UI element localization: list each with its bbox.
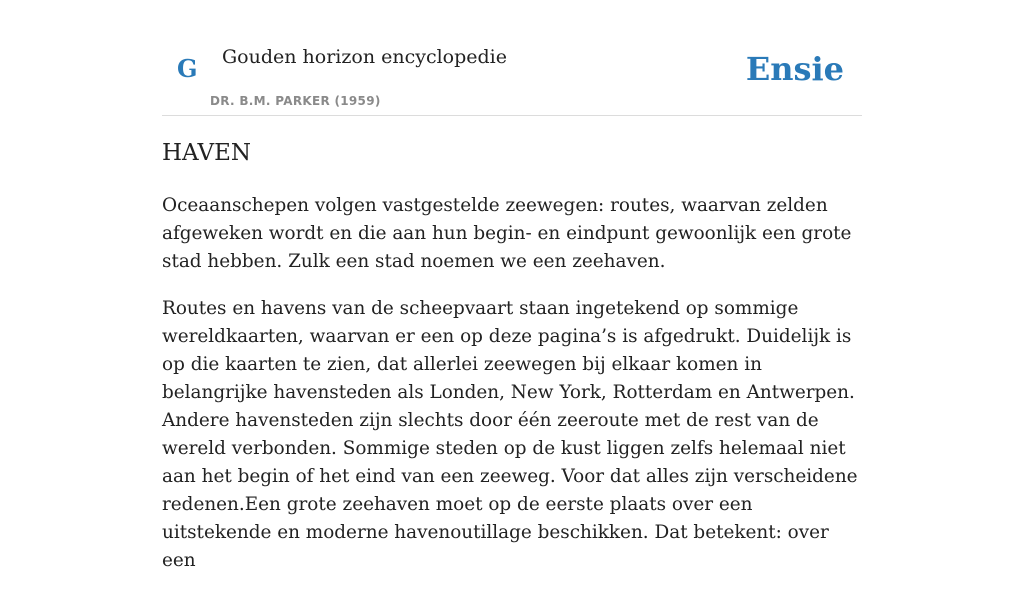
entry-title: HAVEN <box>162 140 252 166</box>
book-logo[interactable]: G <box>177 54 198 83</box>
header <box>162 0 862 116</box>
paragraph: Oceaanschepen volgen vastgestelde zeewegen: routes, waarvan zelden afgeweken wordt en die aan hun begin- en eindpunt gewoonlijk een grote stad hebben. Zulk een stad noemen we een zeehaven. <box>162 195 852 272</box>
brand-logo[interactable]: Ensie <box>745 50 844 88</box>
entry-content <box>162 192 862 594</box>
paragraph: Routes en havens van de scheepvaart staan ingetekend op sommige wereldkaarten, waarvan er een op deze pagina’s is afgedrukt. Duidelijk is op die kaarten te zien, dat allerlei zeewegen bij elkaar komen in belangrijke havensteden als Londen, New York, Rotterdam en Antwerpen. Andere havensteden zijn slechts door één zeeroute met de rest van de wereld verbonden. Sommige steden op de kust liggen zelfs helemaal niet aan het begin of het eind van een zeeweg. Voor dat alles zijn verscheidene redenen.Een grote zeehaven moet op de eerste plaats over een uitstekende en moderne havenoutillage beschikken. Dat betekent: over een <box>162 298 858 571</box>
book-author: DR. B.M. PARKER (1959) <box>210 94 381 108</box>
book-title[interactable]: Gouden horizon encyclopedie <box>222 46 507 68</box>
page <box>162 0 862 571</box>
